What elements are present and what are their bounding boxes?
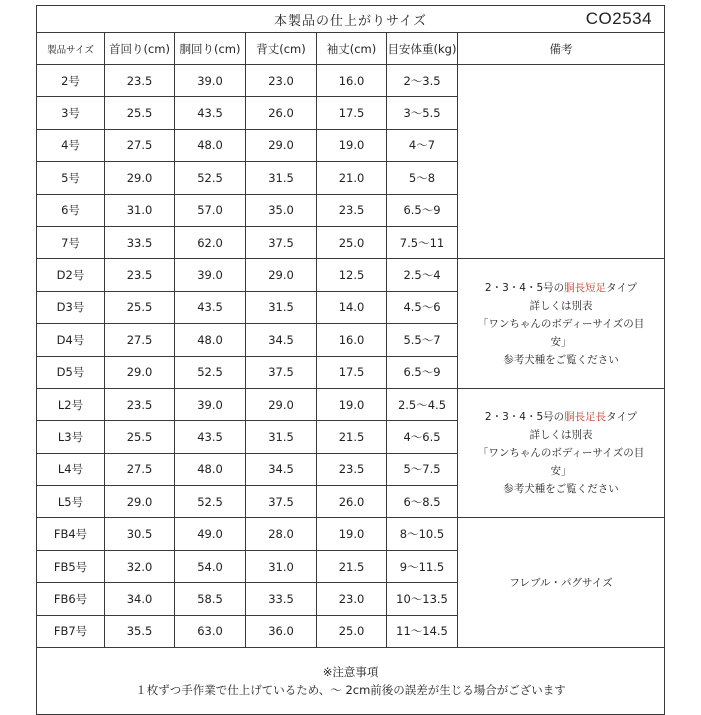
cell-neck: 29.0 bbox=[105, 486, 175, 518]
cell-back: 29.0 bbox=[246, 388, 317, 420]
cell-weight: 6.5〜9 bbox=[387, 356, 458, 388]
cell-back: 26.0 bbox=[246, 97, 317, 129]
cell-weight: 2.5〜4 bbox=[387, 259, 458, 291]
cell-sleeve: 16.0 bbox=[317, 324, 387, 356]
remarks-d-line5: 参考犬種をご覧ください bbox=[503, 353, 619, 366]
cell-size: L5号 bbox=[37, 486, 105, 518]
remarks-d-series bbox=[458, 279, 664, 369]
remarks-cell bbox=[458, 518, 665, 648]
header-weight: 目安体重(kg) bbox=[387, 33, 458, 65]
cell-size: D4号 bbox=[37, 324, 105, 356]
caution-heading: ※注意事項 bbox=[322, 665, 379, 680]
cell-sleeve: 19.0 bbox=[317, 129, 387, 161]
cell-back: 35.0 bbox=[246, 194, 317, 226]
cell-weight: 4〜7 bbox=[387, 129, 458, 161]
remarks-l-line4: 安」 bbox=[550, 465, 572, 478]
cell-chest: 49.0 bbox=[175, 518, 246, 550]
cell-neck: 23.5 bbox=[105, 65, 175, 97]
cell-back: 31.5 bbox=[246, 162, 317, 194]
cell-size: 5号 bbox=[37, 162, 105, 194]
cell-neck: 31.0 bbox=[105, 194, 175, 226]
cell-sleeve: 23.5 bbox=[317, 453, 387, 485]
remarks-d-line2: 詳しくは別表 bbox=[529, 299, 593, 312]
cell-sleeve: 21.0 bbox=[317, 162, 387, 194]
cell-chest: 57.0 bbox=[175, 194, 246, 226]
footer-row bbox=[37, 648, 665, 715]
cell-back: 36.0 bbox=[246, 615, 317, 647]
cell-neck: 34.0 bbox=[105, 583, 175, 615]
remarks-fb-series: フレブル・パグサイズ bbox=[509, 576, 613, 589]
cell-sleeve: 21.5 bbox=[317, 550, 387, 582]
remarks-cell bbox=[458, 259, 665, 389]
table-row bbox=[37, 65, 665, 97]
cell-neck: 23.5 bbox=[105, 259, 175, 291]
cell-back: 31.0 bbox=[246, 550, 317, 582]
cell-neck: 27.5 bbox=[105, 129, 175, 161]
cell-back: 37.5 bbox=[246, 226, 317, 258]
cell-back: 31.5 bbox=[246, 421, 317, 453]
caution-note bbox=[37, 648, 665, 715]
cell-weight: 3〜5.5 bbox=[387, 97, 458, 129]
cell-neck: 30.5 bbox=[105, 518, 175, 550]
remarks-l-line5: 参考犬種をご覧ください bbox=[503, 483, 619, 496]
cell-size: L4号 bbox=[37, 453, 105, 485]
cell-back: 37.5 bbox=[246, 356, 317, 388]
cell-sleeve: 26.0 bbox=[317, 486, 387, 518]
cell-size: 6号 bbox=[37, 194, 105, 226]
remarks-l-line1 bbox=[458, 408, 664, 426]
cell-weight: 2.5〜4.5 bbox=[387, 388, 458, 420]
cell-sleeve: 25.0 bbox=[317, 226, 387, 258]
cell-chest: 52.5 bbox=[175, 486, 246, 518]
cell-weight: 5.5〜7 bbox=[387, 324, 458, 356]
cell-size: 3号 bbox=[37, 97, 105, 129]
cell-chest: 39.0 bbox=[175, 65, 246, 97]
cell-chest: 48.0 bbox=[175, 324, 246, 356]
remarks-l-highlight: 胴長足長 bbox=[564, 411, 607, 424]
cell-size: D5号 bbox=[37, 356, 105, 388]
cell-neck: 33.5 bbox=[105, 226, 175, 258]
cell-chest: 63.0 bbox=[175, 615, 246, 647]
cell-sleeve: 17.5 bbox=[317, 97, 387, 129]
cell-chest: 43.5 bbox=[175, 97, 246, 129]
cell-chest: 62.0 bbox=[175, 226, 246, 258]
chart-title: 本製品の仕上がりサイズ bbox=[274, 13, 428, 29]
cell-weight: 2〜3.5 bbox=[387, 65, 458, 97]
table-row bbox=[37, 259, 665, 291]
cell-size: 2号 bbox=[37, 65, 105, 97]
cell-neck: 25.5 bbox=[105, 97, 175, 129]
cell-neck: 25.5 bbox=[105, 421, 175, 453]
cell-size: 7号 bbox=[37, 226, 105, 258]
remarks-l-series bbox=[458, 408, 664, 498]
cell-chest: 52.5 bbox=[175, 356, 246, 388]
cell-size: FB4号 bbox=[37, 518, 105, 550]
title-cell bbox=[37, 6, 665, 33]
cell-weight: 6〜8.5 bbox=[387, 486, 458, 518]
cell-size: 4号 bbox=[37, 129, 105, 161]
cell-weight: 8〜10.5 bbox=[387, 518, 458, 550]
cell-chest: 43.5 bbox=[175, 421, 246, 453]
cell-chest: 52.5 bbox=[175, 162, 246, 194]
cell-back: 29.0 bbox=[246, 129, 317, 161]
header-remarks: 備考 bbox=[458, 33, 665, 65]
cell-size: D2号 bbox=[37, 259, 105, 291]
cell-back: 34.5 bbox=[246, 324, 317, 356]
remarks-l-line2: 詳しくは別表 bbox=[529, 429, 593, 442]
cell-neck: 27.5 bbox=[105, 324, 175, 356]
header-back: 背丈(cm) bbox=[246, 33, 317, 65]
cell-weight: 4〜6.5 bbox=[387, 421, 458, 453]
cell-sleeve: 21.5 bbox=[317, 421, 387, 453]
cell-chest: 54.0 bbox=[175, 550, 246, 582]
cell-neck: 35.5 bbox=[105, 615, 175, 647]
product-code: CO2534 bbox=[585, 9, 653, 28]
cell-back: 34.5 bbox=[246, 453, 317, 485]
remarks-d-highlight: 胴長短足 bbox=[564, 281, 607, 294]
cell-chest: 58.5 bbox=[175, 583, 246, 615]
remarks-cell bbox=[458, 388, 665, 518]
remarks-l-line3: 「ワンちゃんのボディーサイズの目 bbox=[477, 447, 645, 460]
cell-back: 29.0 bbox=[246, 259, 317, 291]
caution-text: １枚ずつ手作業で仕上げているため、～ 2cm前後の誤差が生じる場合がございます bbox=[135, 683, 566, 698]
remarks-l-post: タイプ bbox=[606, 411, 638, 424]
cell-weight: 6.5〜9 bbox=[387, 194, 458, 226]
cell-size: L3号 bbox=[37, 421, 105, 453]
cell-back: 23.0 bbox=[246, 65, 317, 97]
cell-weight: 4.5〜6 bbox=[387, 291, 458, 323]
cell-weight: 10〜13.5 bbox=[387, 583, 458, 615]
cell-weight: 5〜7.5 bbox=[387, 453, 458, 485]
cell-sleeve: 23.5 bbox=[317, 194, 387, 226]
cell-weight: 9〜11.5 bbox=[387, 550, 458, 582]
cell-sleeve: 19.0 bbox=[317, 518, 387, 550]
remarks-d-post: タイプ bbox=[606, 281, 638, 294]
remarks-cell bbox=[458, 65, 665, 259]
cell-sleeve: 23.0 bbox=[317, 583, 387, 615]
cell-sleeve: 25.0 bbox=[317, 615, 387, 647]
header-chest: 胴回り(cm) bbox=[175, 33, 246, 65]
cell-chest: 48.0 bbox=[175, 453, 246, 485]
cell-sleeve: 17.5 bbox=[317, 356, 387, 388]
cell-chest: 48.0 bbox=[175, 129, 246, 161]
table-row bbox=[37, 388, 665, 420]
cell-chest: 39.0 bbox=[175, 388, 246, 420]
header-neck: 首回り(cm) bbox=[105, 33, 175, 65]
cell-chest: 39.0 bbox=[175, 259, 246, 291]
cell-weight: 5〜8 bbox=[387, 162, 458, 194]
cell-back: 28.0 bbox=[246, 518, 317, 550]
cell-size: L2号 bbox=[37, 388, 105, 420]
remarks-d-line4: 安」 bbox=[550, 335, 572, 348]
cell-sleeve: 14.0 bbox=[317, 291, 387, 323]
cell-chest: 43.5 bbox=[175, 291, 246, 323]
cell-neck: 25.5 bbox=[105, 291, 175, 323]
cell-size: FB6号 bbox=[37, 583, 105, 615]
table-row bbox=[37, 518, 665, 550]
cell-neck: 23.5 bbox=[105, 388, 175, 420]
remarks-d-pre: 2・3・4・5号の bbox=[484, 281, 565, 294]
cell-neck: 27.5 bbox=[105, 453, 175, 485]
cell-neck: 32.0 bbox=[105, 550, 175, 582]
size-chart-sheet bbox=[36, 5, 664, 700]
cell-sleeve: 12.5 bbox=[317, 259, 387, 291]
cell-neck: 29.0 bbox=[105, 356, 175, 388]
cell-sleeve: 16.0 bbox=[317, 65, 387, 97]
title-row bbox=[37, 6, 665, 33]
cell-size: D3号 bbox=[37, 291, 105, 323]
cell-size: FB5号 bbox=[37, 550, 105, 582]
remarks-d-line1 bbox=[458, 279, 664, 297]
header-row bbox=[37, 33, 665, 65]
cell-back: 31.5 bbox=[246, 291, 317, 323]
cell-back: 33.5 bbox=[246, 583, 317, 615]
header-sleeve: 袖丈(cm) bbox=[317, 33, 387, 65]
cell-back: 37.5 bbox=[246, 486, 317, 518]
cell-weight: 11〜14.5 bbox=[387, 615, 458, 647]
header-size: 製品サイズ bbox=[37, 33, 105, 65]
cell-neck: 29.0 bbox=[105, 162, 175, 194]
remarks-d-line3: 「ワンちゃんのボディーサイズの目 bbox=[477, 317, 645, 330]
remarks-l-pre: 2・3・4・5号の bbox=[484, 411, 565, 424]
size-table bbox=[36, 5, 665, 715]
cell-sleeve: 19.0 bbox=[317, 388, 387, 420]
cell-weight: 7.5〜11 bbox=[387, 226, 458, 258]
cell-size: FB7号 bbox=[37, 615, 105, 647]
